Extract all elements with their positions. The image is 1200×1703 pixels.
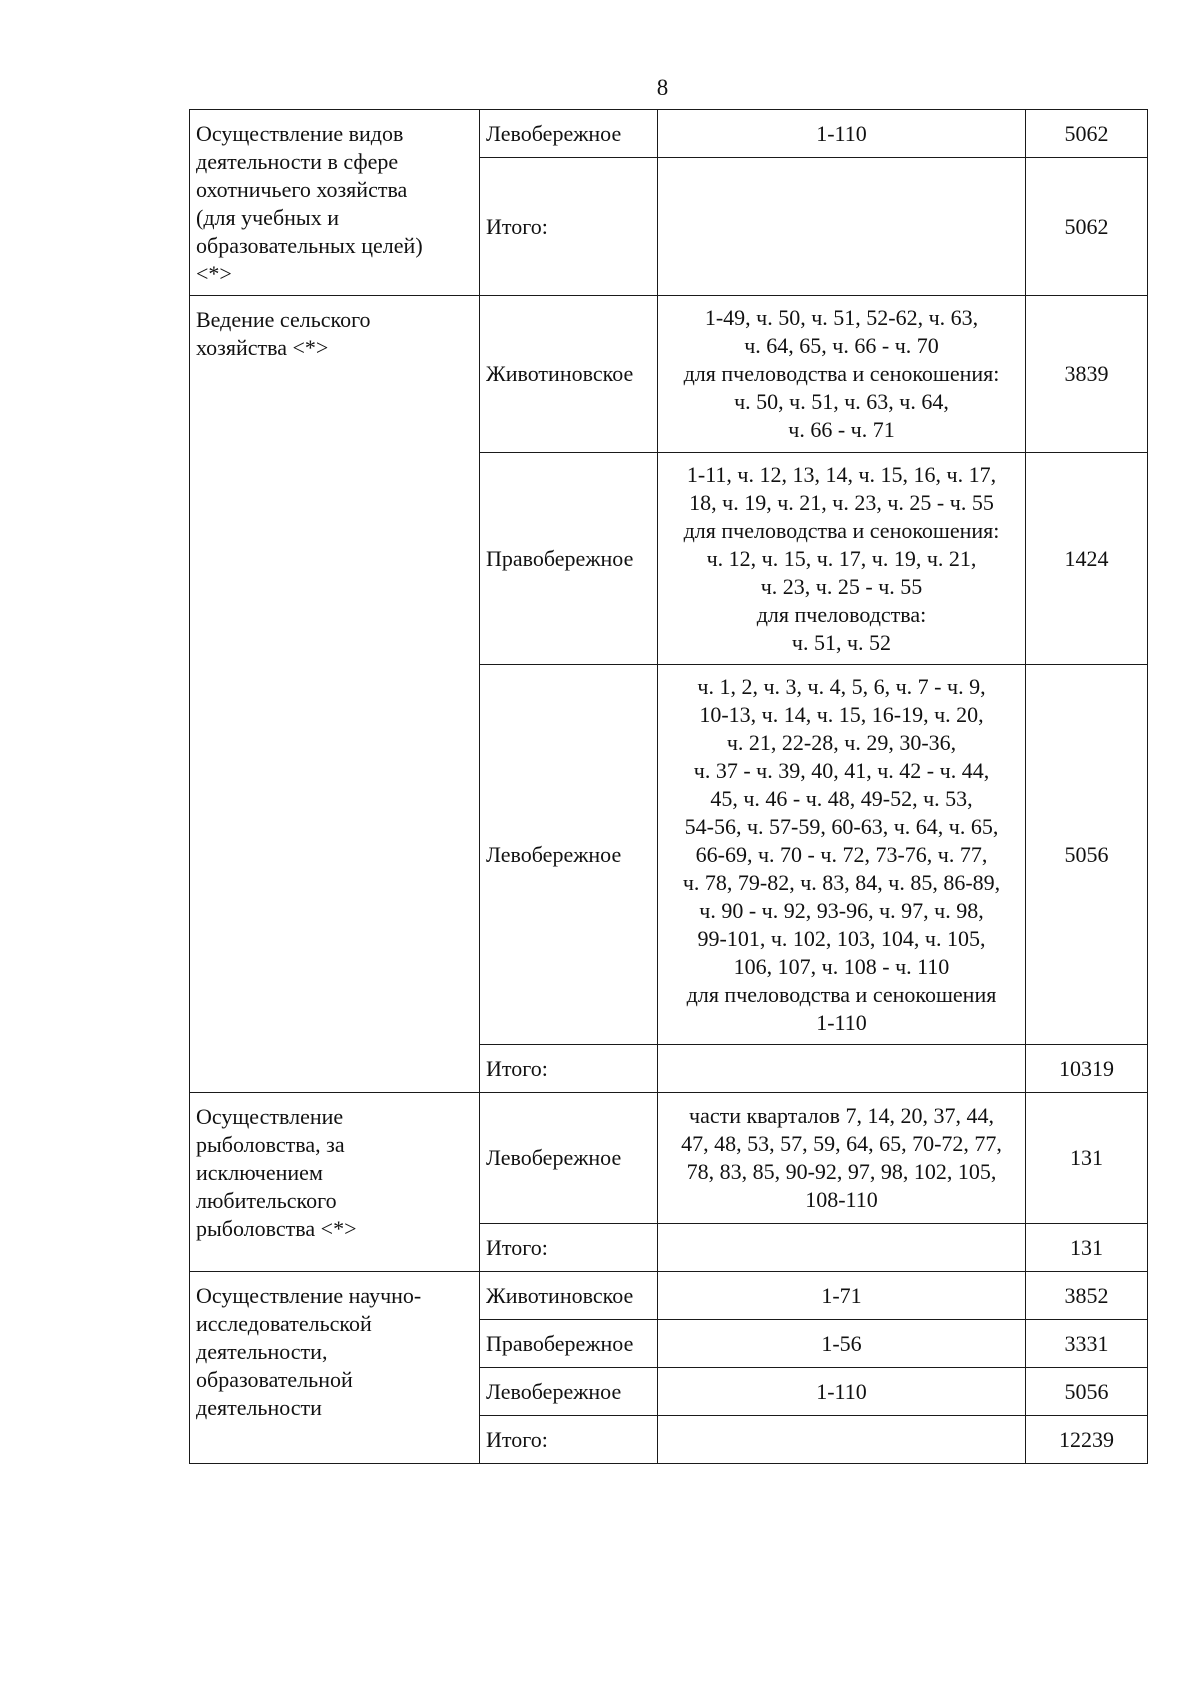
quarters-line: ч. 1, 2, ч. 3, ч. 4, 5, 6, ч. 7 - ч. 9, (697, 673, 986, 699)
activity-line: <*> (196, 261, 232, 286)
quarters-line: для пчеловодства: (756, 601, 927, 627)
area-value: 5056 (1026, 665, 1148, 1045)
quarters-cell (658, 1320, 1026, 1368)
quarters-cell (658, 296, 1026, 453)
quarters-line: 1-11, ч. 12, 13, 14, ч. 15, 16, ч. 17, (686, 461, 997, 487)
forestry-name: Животиновское (480, 296, 658, 453)
total-area-value: 5062 (1026, 158, 1148, 296)
quarters-line: 1-110 (816, 120, 867, 146)
quarters-cell (658, 665, 1026, 1045)
quarters-cell (658, 453, 1026, 665)
activity-line: (для учебных и (196, 205, 339, 230)
quarters-line: для пчеловодства и сенокошения: (683, 361, 1000, 386)
quarters-line: ч. 78, 79-82, ч. 83, 84, ч. 85, 86-89, (682, 869, 1001, 895)
activity-cell (190, 110, 480, 296)
activity-cell (190, 296, 480, 1093)
quarters-cell (658, 1272, 1026, 1320)
quarters-line: 66-69, ч. 70 - ч. 72, 73-76, ч. 77, (695, 841, 988, 867)
forestry-name: Животиновское (480, 1272, 658, 1320)
activity-line: Ведение сельского (196, 307, 371, 332)
quarters-line: 47, 48, 53, 57, 59, 64, 65, 70-72, 77, (681, 1131, 1002, 1156)
quarters-line: ч. 23, ч. 25 - ч. 55 (760, 573, 923, 599)
quarters-line: 1-49, ч. 50, ч. 51, 52-62, ч. 63, (704, 305, 979, 330)
activity-line: рыболовства, за (196, 1132, 345, 1157)
activity-line: образовательной (196, 1367, 353, 1392)
quarters-line: для пчеловодства и сенокошения: (683, 517, 1000, 543)
quarters-line: 1-110 (816, 1009, 867, 1035)
quarters-cell (658, 1093, 1026, 1224)
quarters-line: ч. 37 - ч. 39, 40, 41, ч. 42 - ч. 44, (693, 757, 990, 783)
table-row (190, 1093, 1148, 1224)
forestry-name: Левобережное (480, 1093, 658, 1224)
activity-line: исследовательской (196, 1311, 372, 1336)
activity-line: деятельности, (196, 1339, 328, 1364)
activity-line: Осуществление (196, 1104, 344, 1129)
forest-use-table (189, 109, 1148, 1464)
area-value: 3839 (1026, 296, 1148, 453)
quarters-line: 106, 107, ч. 108 - ч. 110 (733, 953, 950, 979)
quarters-line: 108-110 (805, 1187, 878, 1212)
activity-cell (190, 1093, 480, 1272)
quarters-line: ч. 90 - ч. 92, 93-96, ч. 97, ч. 98, (699, 897, 984, 923)
forestry-name: Левобережное (480, 110, 658, 158)
area-value: 5062 (1026, 110, 1148, 158)
activity-line: деятельности в сфере (196, 149, 399, 174)
quarters-line: ч. 66 - ч. 71 (788, 417, 895, 442)
quarters-line: 78, 83, 85, 90-92, 97, 98, 102, 105, (686, 1159, 997, 1184)
quarters-cell (658, 110, 1026, 158)
quarters-line: 1-110 (816, 1378, 867, 1404)
activity-line: рыболовства <*> (196, 1216, 357, 1241)
quarters-line: ч. 51, ч. 52 (791, 629, 892, 655)
quarters-cell (658, 1045, 1026, 1093)
quarters-line: ч. 64, 65, ч. 66 - ч. 70 (744, 333, 939, 358)
quarters-line: 1-71 (821, 1282, 862, 1308)
quarters-line: 54-56, ч. 57-59, 60-63, ч. 64, ч. 65, (684, 813, 999, 839)
forestry-name: Правобережное (480, 1320, 658, 1368)
activity-cell (190, 1272, 480, 1464)
quarters-line: 10-13, ч. 14, ч. 15, 16-19, ч. 20, (699, 701, 984, 727)
activity-line: любительского (196, 1188, 337, 1213)
total-area-value: 131 (1026, 1224, 1148, 1272)
activity-line: исключением (196, 1160, 323, 1185)
table-row (190, 296, 1148, 453)
quarters-cell (658, 1368, 1026, 1416)
quarters-cell (658, 1416, 1026, 1464)
table-row (190, 1272, 1148, 1320)
quarters-line: ч. 12, ч. 15, ч. 17, ч. 19, ч. 21, (706, 545, 977, 571)
area-value: 3331 (1026, 1320, 1148, 1368)
total-area-value: 10319 (1026, 1045, 1148, 1093)
quarters-line: части кварталов 7, 14, 20, 37, 44, (689, 1103, 994, 1128)
activity-line: охотничьего хозяйства (196, 177, 408, 202)
total-label: Итого: (480, 1224, 658, 1272)
forestry-name: Левобережное (480, 665, 658, 1045)
total-label: Итого: (480, 1045, 658, 1093)
table-row (190, 110, 1148, 158)
quarters-line: для пчеловодства и сенокошения (686, 981, 997, 1007)
area-value: 3852 (1026, 1272, 1148, 1320)
area-value: 1424 (1026, 453, 1148, 665)
quarters-cell (658, 158, 1026, 296)
page-number: 8 (656, 75, 669, 100)
activity-line: деятельности (196, 1395, 322, 1420)
total-label: Итого: (480, 1416, 658, 1464)
quarters-cell (658, 1224, 1026, 1272)
activity-line: Осуществление видов (196, 121, 404, 146)
quarters-line: 45, ч. 46 - ч. 48, 49-52, ч. 53, (710, 785, 973, 811)
area-value: 5056 (1026, 1368, 1148, 1416)
forestry-name: Правобережное (480, 453, 658, 665)
area-value: 131 (1026, 1093, 1148, 1224)
quarters-line: 99-101, ч. 102, 103, 104, ч. 105, (697, 925, 986, 951)
activity-line: хозяйства <*> (196, 335, 329, 360)
forestry-name: Левобережное (480, 1368, 658, 1416)
quarters-line: 1-56 (821, 1330, 862, 1356)
activity-line: Осуществление научно- (196, 1283, 422, 1308)
quarters-line: ч. 50, ч. 51, ч. 63, ч. 64, (734, 389, 949, 414)
quarters-line: 18, ч. 19, ч. 21, ч. 23, ч. 25 - ч. 55 (689, 489, 994, 515)
activity-line: образовательных целей) (196, 233, 423, 258)
total-label: Итого: (480, 158, 658, 296)
total-area-value: 12239 (1026, 1416, 1148, 1464)
quarters-line: ч. 21, 22-28, ч. 29, 30-36, (726, 729, 957, 755)
